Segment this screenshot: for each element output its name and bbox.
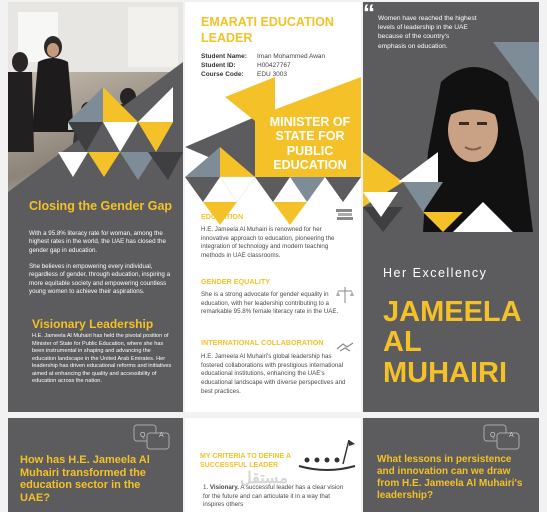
leaflet-title: EMARATI EDUCATION LEADER <box>201 15 334 46</box>
name-line-2: AL <box>383 326 422 359</box>
bottom-middle-panel <box>185 418 361 512</box>
quote-icon: “ <box>363 2 375 27</box>
qa-chat-icon-right <box>483 424 523 454</box>
visionary-leadership-title: Visionary Leadership <box>32 317 154 331</box>
education-text: H.E. Jameela Al Muhairi is renowned for her innovative approach to education, pioneering the integration of technology and modern teaching methods in UAE classrooms. <box>201 226 335 260</box>
lessons-question: What lessons in persistence and innovation can we draw from H.E. Jameela Al Muhairi's leadership? <box>377 454 523 501</box>
course-code-value: EDU 3003 <box>257 71 287 79</box>
transform-question: How has H.E. Jameela Al Muhairi transformed the education sector in the UAE? <box>20 454 150 504</box>
education-heading: EDUCATION <box>201 212 244 221</box>
gender-equality-heading: GENDER EQUALITY <box>201 277 271 286</box>
classroom-photo <box>8 2 183 192</box>
name-line-1: JAMEELA <box>383 296 522 328</box>
name-line-3: MUHAIRI <box>383 356 508 389</box>
watermark: مستقل <box>240 470 288 487</box>
closing-gap-paragraph-2: She believes in empowering every individual, regardless of gender, through education, inspiring a more equitable society and empowering countless young women to achieve their aspirations. <box>29 263 171 296</box>
bottom-right-panel <box>363 418 539 512</box>
her-excellency: Her Excellency <box>383 266 488 280</box>
qa-chat-icon <box>133 424 173 454</box>
student-name-value: Iman Mohammed Awan <box>257 53 326 60</box>
qa-label: Q A <box>140 432 170 439</box>
intl-collab-heading: INTERNATIONAL COLLABORATION <box>201 338 324 347</box>
portrait-illustration <box>363 42 539 232</box>
intl-collab-text: H.E. Jameela Al Muhairi's global leadership has fostered collaborations with prestigious international educational institutions, enhancing the UAE's educational landscape with diverse perspectives and best practices. <box>201 353 346 395</box>
left-panel <box>8 2 183 412</box>
criteria-item-1-label: Visionary. <box>209 484 239 491</box>
bottom-left-panel <box>8 418 183 512</box>
criteria-title: MY CRITERIA TO DEFINE A SUCCESSFUL LEADER <box>200 453 291 470</box>
scales-icon <box>335 285 355 305</box>
middle-panel <box>185 2 361 412</box>
geometric-overlay <box>8 2 183 192</box>
gender-equality-text: She is a strong advocate for gender equality in education, with her leadership contributing to a remarkable 95.8% female literacy rate in the UAE. <box>201 291 339 316</box>
student-info <box>201 52 325 79</box>
closing-gap-paragraph-1: With a 95.8% literacy rate for woman, among the highest rates in the world, the UAE has closed the gender gap in education. <box>29 230 166 254</box>
criteria-item-1-number: 1. <box>203 484 209 491</box>
handshake-icon <box>335 339 355 357</box>
student-id-label: Student ID: <box>201 62 236 70</box>
closing-gap-title: Closing the Gender Gap <box>29 199 173 213</box>
criteria-item-1-text: A successful leader has a clear vision for the future and can articulate it in a way that inspires others <box>203 484 344 509</box>
right-panel <box>363 2 539 412</box>
course-code-label: Course Code: <box>201 71 244 79</box>
quote-text: Women have reached the highest levels of leadership in the UAE because of the country's emphasis on education. <box>378 15 477 50</box>
visionary-leadership-paragraph: H.E. Jameela Al Muhairi has held the pivotal position of Minister of State for Public Education, where she has been instrumental in shaping and advancing the education landscape in the United Arab Emirates. Her leadership has driven educational reforms and initiatives aimed at enhancing the quality and accessibility of education across the nation. <box>32 333 172 385</box>
books-icon <box>335 207 355 223</box>
minister-banner: MINISTER OF STATE FOR PUBLIC EDUCATION <box>269 115 351 173</box>
student-id-value: H00427767 <box>257 62 291 70</box>
name-heading <box>383 297 522 388</box>
qa-label-right: Q A <box>490 432 520 439</box>
student-name-label: Student Name: <box>201 53 247 60</box>
rowing-team-icon <box>297 436 357 476</box>
